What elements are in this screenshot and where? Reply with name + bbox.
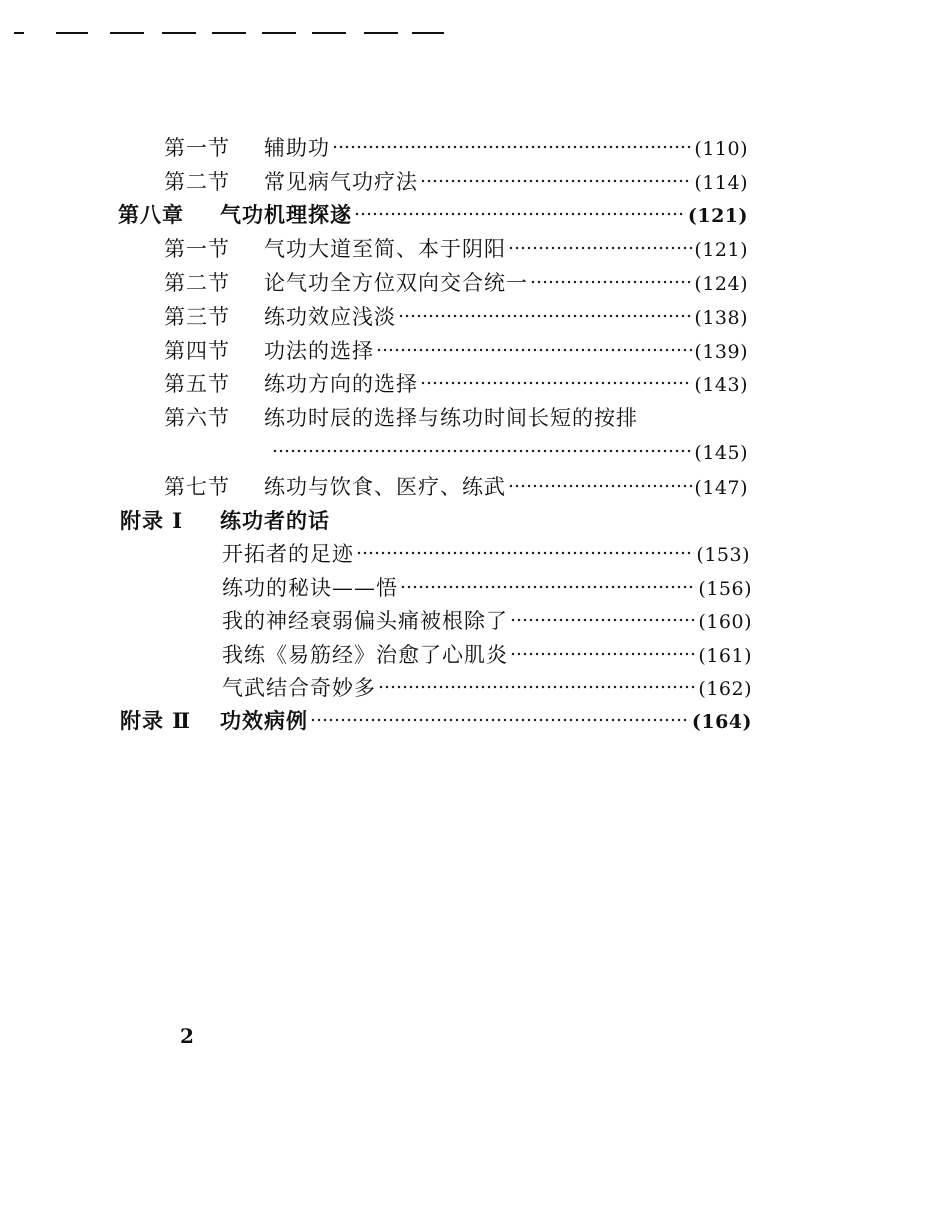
toc-entry-page: (156) [698, 578, 752, 600]
toc-entry-title: 我的神经衰弱偏头痛被根除了 [222, 609, 508, 633]
toc-entry-title: 我练《易筋经》治愈了心肌炎 [222, 643, 508, 667]
toc-entry [164, 337, 748, 366]
toc-entry-page: (162) [698, 678, 752, 700]
toc-entry [120, 507, 748, 535]
toc-entry-page: (138) [694, 307, 748, 329]
toc-entry-title: 练功时辰的选择与练功时间长短的按排 [264, 406, 638, 430]
toc-entry [222, 574, 752, 603]
toc-entry-page: (110) [694, 138, 748, 160]
toc-leader-dots [272, 447, 692, 455]
toc-entry-page: (160) [698, 611, 752, 633]
toc-entry [222, 674, 752, 703]
toc-entry-label: 第二节 [164, 271, 230, 295]
toc-entry-label: 第一节 [164, 237, 230, 261]
toc-leader-dots [508, 244, 692, 252]
toc-entry-label: 第八章 [118, 202, 184, 227]
toc-entry [164, 370, 748, 399]
toc-entry [222, 641, 752, 670]
toc-entry-title: 气功机理探遂 [220, 202, 352, 227]
toc-entry-title: 练功方向的选择 [264, 372, 418, 396]
toc-entry-page: (121) [687, 205, 748, 227]
toc-leader-dots [420, 379, 692, 387]
toc-entry-page: (143) [694, 374, 748, 396]
toc-entry-title: 开拓者的足迹 [222, 542, 354, 566]
toc-entry-page: (153) [696, 544, 750, 566]
toc-entry [270, 439, 748, 467]
toc-leader-dots [510, 650, 696, 658]
page-number: 2 [180, 1024, 194, 1048]
toc-leader-dots [398, 312, 692, 320]
toc-entry [164, 235, 748, 264]
toc-entry-page: (124) [694, 273, 748, 295]
toc-entry [118, 201, 748, 230]
toc-leader-dots [356, 549, 694, 557]
toc-entry-title: 常见病气功疗法 [264, 170, 418, 194]
toc-entry-title: 练功与饮食、医疗、练武 [264, 475, 506, 499]
toc-entry-label: 附录 I [120, 508, 184, 533]
toc-entry-title: 气功大道至简、本于阴阳 [264, 237, 506, 261]
toc-entry-label: 第四节 [164, 339, 230, 363]
toc-entry-label: 第七节 [164, 475, 230, 499]
toc-entry [164, 303, 748, 332]
toc-entry-title: 练功效应浅淡 [264, 305, 396, 329]
toc-entry-page: (145) [694, 442, 748, 464]
toc-leader-dots [354, 210, 686, 218]
toc-entry [120, 707, 752, 736]
toc-leader-dots [510, 616, 696, 624]
toc-entry-page: (139) [694, 341, 748, 363]
toc-entry-page: (164) [691, 711, 752, 733]
toc-leader-dots [310, 716, 690, 724]
toc-entry-title: 气武结合奇妙多 [222, 676, 376, 700]
toc-entry-page: (121) [694, 239, 748, 261]
toc-entry-title: 功效病例 [220, 708, 308, 733]
toc-entry [222, 540, 750, 569]
toc-entry-title: 练功的秘诀——悟 [222, 576, 398, 600]
toc-leader-dots [400, 583, 696, 591]
toc-entry-title: 功法的选择 [264, 339, 374, 363]
toc-leader-dots [376, 346, 692, 354]
toc-entry-label: 第一节 [164, 136, 230, 160]
toc-entry [164, 473, 748, 502]
toc-entry-label: 附录 Ⅱ [120, 708, 192, 733]
toc-entry-label: 第二节 [164, 170, 230, 194]
toc-entry-page: (114) [694, 172, 748, 194]
top-dashed-rule [14, 24, 444, 44]
toc-entry [164, 269, 748, 298]
toc-entry [164, 134, 748, 163]
toc-leader-dots [420, 177, 692, 185]
toc-entry-title: 辅助功 [264, 136, 330, 160]
toc-leader-dots [378, 683, 696, 691]
toc-leader-dots [530, 278, 692, 286]
toc-entry-page: (161) [698, 645, 752, 667]
toc-entry-page: (147) [694, 477, 748, 499]
toc-entry [164, 404, 748, 432]
toc-entry-label: 第三节 [164, 305, 230, 329]
toc-entry [164, 168, 748, 197]
toc-entry-label: 第六节 [164, 406, 230, 430]
toc-entry [222, 607, 752, 636]
toc-leader-dots [508, 482, 692, 490]
toc-leader-dots [332, 143, 692, 151]
toc-entry-title: 练功者的话 [220, 508, 330, 533]
toc-entry-title: 论气功全方位双向交合统一 [264, 271, 528, 295]
toc-entry-label: 第五节 [164, 372, 230, 396]
